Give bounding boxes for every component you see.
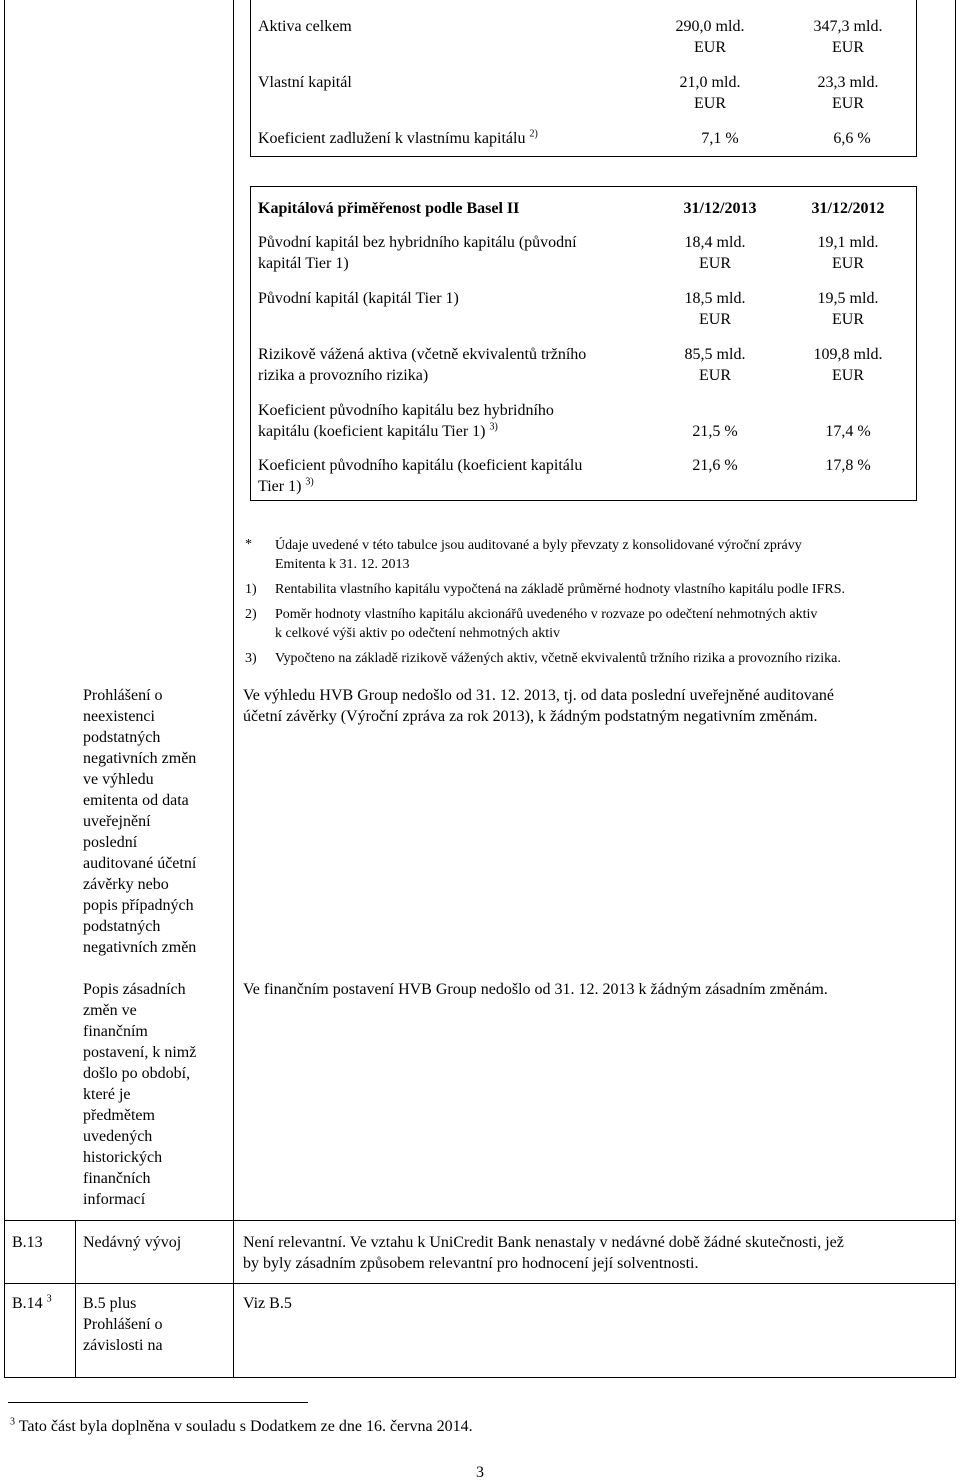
section-code: B.13 [12,1234,43,1251]
table1-bottom-border [250,156,917,157]
note-text: Poměr hodnoty vlastního kapitálu akcionářů uvedeného v rozvaze po odečtení nehmotných aktiv k celkové výši aktiv po odečtení nehmotných aktiv [275,607,818,641]
outer-right-border [955,0,956,1378]
note-mark: 2) [245,607,257,622]
section-code: B.14 $^3$ [12,1293,52,1312]
table1-value-2013: 290,0 mld. EUR [675,18,745,56]
b13-top-border [4,1220,956,1221]
table2-header-label: Kapitálová přiměřenost podle Basel II [258,200,520,217]
table2-value-2012: 19,5 mld. EUR [817,290,879,328]
table2-value-2013: 18,5 mld. EUR [684,290,746,328]
b14-top-border [4,1283,956,1284]
table2-value-2013: 85,5 mld. EUR [684,346,746,384]
table2-header-2012: 31/12/2012 [811,200,885,217]
note-text: Rentabilita vlastního kapitálu vypočtená na základě průměrné hodnoty vlastního kapitálu podle IFRS. [275,582,845,597]
table2-value-2013: 21,5 % [692,423,738,440]
table1-row-label: Koeficient zadlužení k vlastnímu kapitálu $^{2)}$ [258,128,538,147]
table2-bottom-border [250,500,917,501]
table1-left-border [250,0,251,157]
section-label: Popis zásadních změn ve finančním postavení, k nimž došlo po období, které je předmětem uvedených historických finančních informací [83,981,197,1208]
note-mark: 1) [245,582,257,597]
table2-row-label: Koeficient původního kapitálu bez hybridního kapitálu (koeficient kapitálu Tier 1) $^{3)}$ [258,402,554,440]
note-text: Údaje uvedené v této tabulce jsou auditované a byly převzaty z konsolidované výroční zprávy Emitenta k 31. 12. 2013 [275,538,802,572]
section-content: Ve výhledu HVB Group nedošlo od 31. 12. 2013, tj. od data poslední uveřejněné auditované účetní závěrky (Výroční zpráva za rok 2013), k žádným podstatným negativním změnám. [243,687,834,725]
table2-value-2013: 21,6 % [692,457,738,474]
table2-value-2012: 109,8 mld. EUR [813,346,883,384]
table1-row-label: Vlastní kapitál [258,74,352,91]
table2-row-label: Původní kapitál (kapitál Tier 1) [258,290,459,307]
table2-row-label: Koeficient původního kapitálu (koeficient kapitálu Tier 1) $^{3)}$ [258,457,583,495]
table2-header-2013: 31/12/2013 [683,200,757,217]
code-column-divider [75,1220,76,1378]
note-mark: 3) [245,651,257,666]
table2-value-2013: 18,4 mld. EUR [684,234,746,272]
table1-value-2013: 7,1 % [701,130,739,147]
label-column-divider [233,0,234,1378]
section-content: Viz B.5 [243,1295,292,1312]
footnote-separator [8,1402,308,1403]
section-content: Ve finančním postavení HVB Group nedošlo od 31. 12. 2013 k žádným zásadním změnám. [243,981,828,998]
section-label: Prohlášení o neexistenci podstatných negativních změn ve výhledu emitenta od data uveřejnění poslední auditované účetní závěrky nebo popis případných podstatných negativních změn [83,687,197,956]
table2-right-border [916,186,917,501]
table2-value-2012: 17,8 % [825,457,871,474]
table2-value-2012: 17,4 % [825,423,871,440]
table1-row-label: Aktiva celkem [258,18,352,35]
outer-left-border [4,0,5,1378]
table1-right-border [916,0,917,157]
note-text: Vypočteno na základě rizikově vážených aktiv, včetně ekvivalentů tržního rizika a provozního rizika. [275,651,841,666]
footnote: $^3$ Tato část byla doplněna v souladu s Dodatkem ze dne 16. června 2014. [10,1416,473,1435]
table2-row-label: Původní kapitál bez hybridního kapitálu (původní kapitál Tier 1) [258,234,577,272]
table2-value-2012: 19,1 mld. EUR [817,234,879,272]
table1-value-2012: 347,3 mld. EUR [813,18,883,56]
table1-value-2012: 23,3 mld. EUR [817,74,879,112]
outer-bottom-border [4,1377,956,1378]
section-content: Není relevantní. Ve vztahu k UniCredit Bank nenastaly v nedávné době žádné skutečnosti, jež by byly zásadním způsobem relevantní pro hodnocení její solventnosti. [243,1234,844,1272]
page-number: 3 [476,1464,484,1481]
table1-value-2012: 6,6 % [833,130,871,147]
section-label: B.5 plus Prohlášení o závislosti na [83,1295,163,1354]
table2-top-border [250,186,917,187]
table1-value-2013: 21,0 mld. EUR [679,74,741,112]
note-mark: * [245,537,252,552]
table2-left-border [250,186,251,501]
section-label: Nedávný vývoj [83,1234,182,1251]
table2-row-label: Rizikově vážená aktiva (včetně ekvivalentů tržního rizika a provozního rizika) [258,346,587,384]
